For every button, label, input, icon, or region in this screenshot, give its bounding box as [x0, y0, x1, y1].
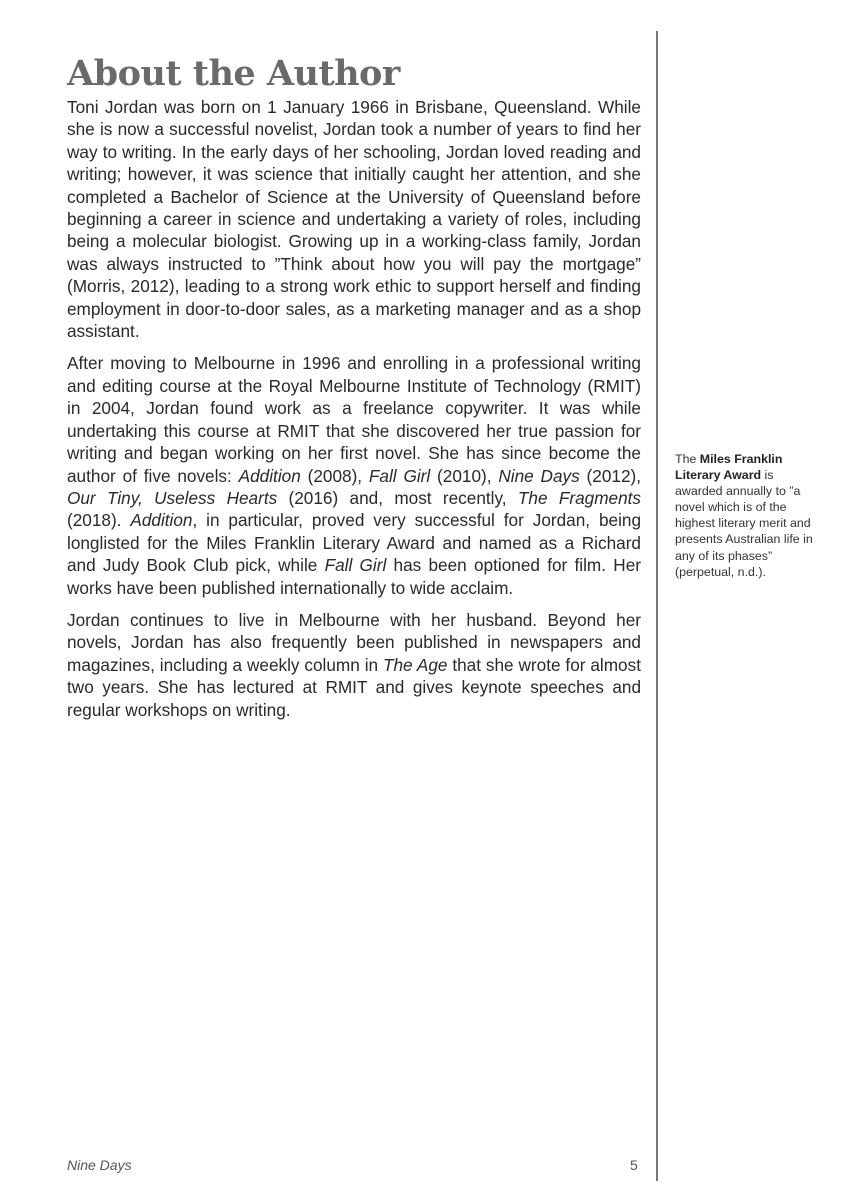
- page-title: About the Author: [67, 53, 400, 94]
- italic-title: The Age: [382, 654, 448, 675]
- italic-title: Nine Days: [498, 465, 580, 486]
- italic-title: The Fragments: [517, 487, 641, 508]
- italic-title: Addition: [238, 465, 301, 486]
- text-run: (2018).: [67, 510, 131, 531]
- text-run: Jordan continues to live in Melbourne with her husband. Beyond her novels, Jordan has also frequently been published in newspapers and magazines, including a weekly column in: [67, 609, 641, 675]
- page-number: 5: [630, 1157, 638, 1173]
- italic-title: Addition: [130, 510, 193, 531]
- text-run: has been optioned for film. Her works have been published internationally to wide acclaim.: [67, 555, 641, 598]
- paragraph-3: [67, 609, 641, 721]
- sidenote-text: is awarded annually to ”a novel which is of the highest literary merit and presents Australian life in any of its phases” (perpetual, n.d.).: [675, 468, 813, 579]
- paragraph-2: [67, 352, 641, 598]
- text-run: , in particular, proved very successful for Jordan, being longlisted for the Miles Franklin Literary Award and named as a Richard and Judy Book Club pick, while: [67, 510, 641, 576]
- footer-book-title: Nine Days: [67, 1157, 132, 1173]
- sidenote-term: Miles Franklin Literary Award: [675, 452, 783, 483]
- margin-divider: [656, 31, 658, 1181]
- text-run: (2010),: [430, 465, 499, 486]
- text-run: that she wrote for almost two years. She has lectured at RMIT and gives keynote speeches and regular workshops on writing.: [67, 654, 641, 720]
- text-run: (2016) and, most recently,: [277, 487, 518, 508]
- text-run: After moving to Melbourne in 1996 and enrolling in a professional writing and editing course at the Royal Melbourne Institute of Technology (RMIT) in 2004, Jordan found work as a freelance copywriter. It was while undertaking this course at RMIT that she discovered her true passion for writing and began working on her first novel. She has since become the author of five novels:: [67, 353, 641, 486]
- italic-title: Fall Girl: [368, 465, 431, 486]
- text-run: (2012),: [579, 465, 642, 486]
- sidenote-prefix: The: [675, 452, 700, 466]
- text-run: Toni Jordan was born on 1 January 1966 in Brisbane, Queensland. While she is now a successful novelist, Jordan took a number of years to find her way to writing. In the early days of her schooling, Jordan loved reading and writing; however, it was science that initially caught her attention, and she completed a Bachelor of Science at the University of Queensland before beginning a career in science and undertaking a variety of roles, including being a molecular biologist. Growing up in a working-class family, Jordan was always instructed to ”Think about how you will pay the mortgage” (Morris, 2012), leading to a strong work ethic to support herself and finding employment in door-to-door sales, as a marketing manager and as a shop assistant.: [67, 97, 641, 342]
- paragraph-1: [67, 96, 641, 342]
- text-run: (2008),: [300, 465, 369, 486]
- italic-title: Our Tiny, Useless Hearts: [67, 487, 278, 508]
- italic-title: Fall Girl: [324, 555, 387, 576]
- main-body: [67, 96, 641, 731]
- sidenote: [675, 451, 815, 580]
